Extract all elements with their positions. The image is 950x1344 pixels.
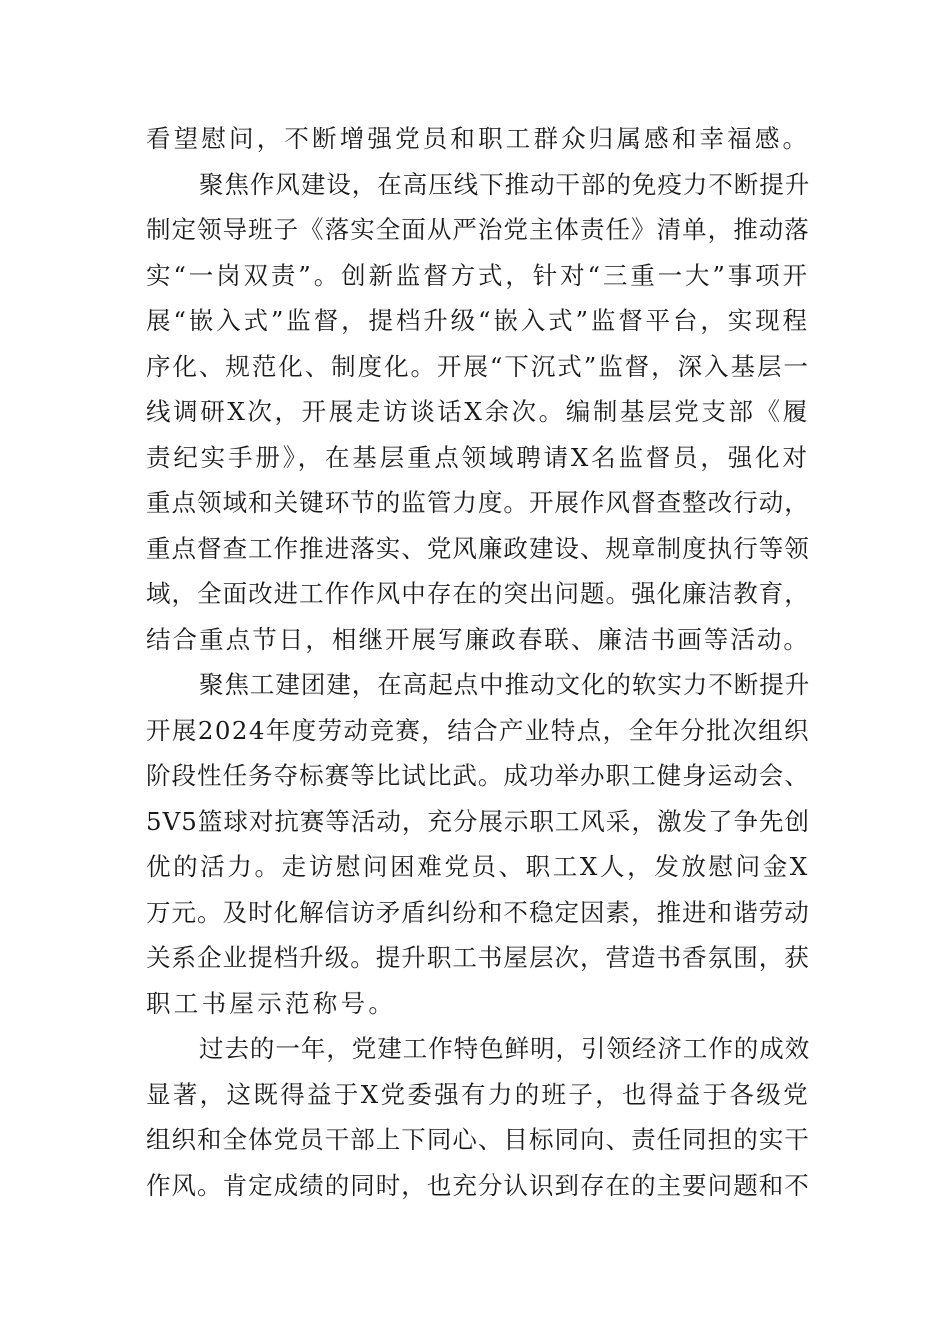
text-line: 组织和全体党员干部上下同心、目标同向、责任同担的实干 <box>146 1125 810 1154</box>
text-line: 优的活力。走访慰问困难党员、职工X人，发放慰问金X <box>146 852 810 881</box>
text-line: 关系企业提档升级。提升职工书屋层次，营造书香氛围，获 <box>146 943 810 972</box>
text-line: 显著，这既得益于X党委强有力的班子，也得益于各级党 <box>146 1079 810 1109</box>
paragraph-start-line: 聚焦作风建设，在高压线下推动干部的免疫力不断提升 <box>199 169 811 199</box>
text-line: 开展2024年度劳动竞赛，结合产业特点，全年分批次组织 <box>146 715 810 745</box>
text-line: 5V5篮球对抗赛等活动，充分展示职工风采，激发了争先创 <box>146 806 810 836</box>
text-line: 阶段性任务夺标赛等比试比武。成功举办职工健身运动会、 <box>146 761 810 790</box>
paragraph-start-line: 过去的一年，党建工作特色鲜明，引领经济工作的成效 <box>199 1034 811 1063</box>
text-line: 责纪实手册》，在基层重点领域聘请X名监督员，强化对 <box>146 442 810 472</box>
text-line: 结合重点节日，相继开展写廉政春联、廉洁书画等活动。 <box>146 624 810 654</box>
text-line: 展“嵌入式”监督，提档升级“嵌入式”监督平台，实现程 <box>146 306 810 335</box>
text-line: 域，全面改进工作作风中存在的突出问题。强化廉洁教育， <box>146 579 810 608</box>
text-line: 重点领域和关键环节的监管力度。开展作风督查整改行动， <box>146 488 810 517</box>
text-line: 职工书屋示范称号。 <box>146 988 397 1018</box>
text-line: 序化、规范化、制度化。开展“下沉式”监督，深入基层一 <box>146 351 810 381</box>
text-line: 万元。及时化解信访矛盾纠纷和不稳定因素，推进和谐劳动 <box>146 897 810 927</box>
text-line: 实“一岗双责”。创新监督方式，针对“三重一大”事项开 <box>146 260 810 290</box>
text-line: 制定领导班子《落实全面从严治党主体责任》清单，推动落 <box>146 215 810 244</box>
document-body <box>146 116 810 1208</box>
paragraph-start-line: 聚焦工建团建，在高起点中推动文化的软实力不断提升 <box>199 670 811 699</box>
text-line: 作风。肯定成绩的同时，也充分认识到存在的主要问题和不 <box>146 1170 810 1200</box>
text-line: 重点督查工作推进落实、党风廉政建设、规章制度执行等领 <box>146 533 810 563</box>
text-line: 看望慰问，不断增强党员和职工群众归属感和幸福感。 <box>146 124 811 153</box>
text-line: 线调研X次，开展走访谈话X余次。编制基层党支部《履 <box>146 397 810 426</box>
